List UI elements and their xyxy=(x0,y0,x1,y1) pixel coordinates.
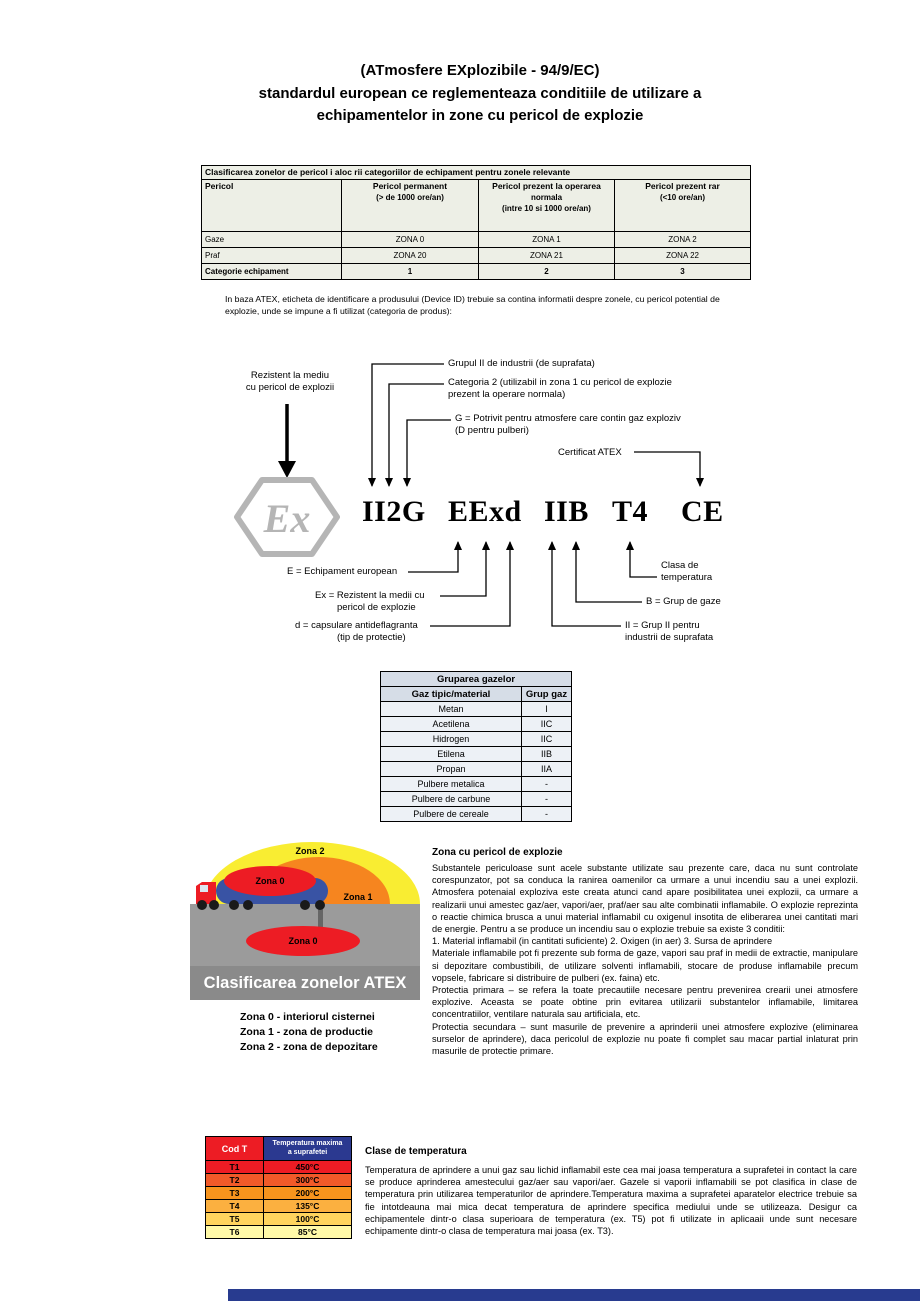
env-label-line1: Rezistent la mediu xyxy=(250,370,330,381)
table-cell: - xyxy=(522,807,572,822)
zone-table-caption: Clasificarea zonelor de pericol i aloc rii categoriilor de echipament pentru zonele relevante xyxy=(202,166,751,180)
table-cell: IIB xyxy=(522,747,572,762)
header-normal-title: Pericol prezent la operarea xyxy=(492,181,601,191)
table-cell: I xyxy=(522,702,572,717)
zone-0-top-label: Zona 0 xyxy=(255,876,285,886)
table-cell: 450°C xyxy=(264,1161,352,1174)
zone-table-header-pericol: Pericol xyxy=(202,180,342,232)
connector-ex xyxy=(440,542,486,596)
table-cell: 3 xyxy=(615,264,751,280)
explosion-section-body xyxy=(432,862,858,1057)
table-cell: T1 xyxy=(206,1161,264,1174)
zone-table-header-permanent xyxy=(342,180,479,232)
zone-classification-table xyxy=(201,165,751,280)
temp-header-line2: a suprafetei xyxy=(287,1148,328,1156)
table-cell: ZONA 0 xyxy=(342,232,479,248)
row-label-gaze: Gaze xyxy=(202,232,342,248)
connector-d xyxy=(430,542,510,626)
table-cell: T3 xyxy=(206,1187,264,1200)
label-temp-class-line1: Clasa de xyxy=(661,560,699,571)
explosion-section-heading: Zona cu pericol de explozie xyxy=(432,847,563,858)
table-cell: 135°C xyxy=(264,1200,352,1213)
zone-caption-text: Clasificarea zonelor ATEX xyxy=(203,974,407,992)
connector-temp-class xyxy=(630,542,657,577)
ex-hexagon xyxy=(237,480,337,554)
atex-zone-illustration xyxy=(190,840,420,966)
table-cell: ZONA 2 xyxy=(615,232,751,248)
marking-ii2g: II2G xyxy=(362,495,426,528)
env-label-line2: cu pericol de explozii xyxy=(245,382,335,393)
zone-0-bottom-label: Zona 0 xyxy=(288,936,318,946)
label-certificat-atex: Certificat ATEX xyxy=(558,447,622,458)
header-normal-sub2: (intre 10 si 1000 ore/an) xyxy=(502,204,591,213)
explosion-paragraph-5: Protectia secundara – sunt masurile de prevenire a aprinderii unei atmosfere explozive (eliminarea surselor de aprindere), daca pericolul de explozie nu poate fi complet sau macar partial inlaturat prin masurile de protectie primare. xyxy=(432,1021,858,1057)
temp-section-heading: Clase de temperatura xyxy=(365,1146,467,1157)
footer-bar xyxy=(228,1289,920,1301)
connector-category-2 xyxy=(389,384,444,486)
connector-industry-ii xyxy=(552,542,621,626)
explosion-paragraph-1: Substantele periculoase sunt acele substante utilizate sau prezente care, daca nu sunt controlate corespunzator, pot sa conduca la ranirea oamenilor ca urmare a unui incendiu sau a unei explozii. Atmosfera potenaial exploziva este creata atunci cand apare posibilitatea unei explozii, ca urmare a realizarii unui amestec gaz/aer, vapori/aer, praf/aer sau alte combinatii inflamabile. O explozie reprezinta o reactie chimica brusca a unui material inflamabil cu oxigenul insotita de eliberarea unei cantitati mari de energie. Pentru a se produce un incendiu sau o explozie trebuie sa existe 3 conditii: xyxy=(432,863,858,935)
legend-zona-2: Zona 2 - zona de depozitare xyxy=(240,1041,378,1053)
label-gas-line1: G = Potrivit pentru atmosfere care contin gaz exploziv xyxy=(455,413,681,424)
label-d-line1: d = capsulare antideflagranta xyxy=(295,620,418,631)
title-line-2: standardul european ce reglementeaza conditiile de utilizare a xyxy=(258,84,702,102)
legend-zona-1: Zona 1 - zona de productie xyxy=(240,1026,374,1038)
env-arrow-head xyxy=(278,461,296,478)
header-rare-sub: (<10 ore/an) xyxy=(659,193,706,202)
zone-caption-bar xyxy=(190,966,420,1000)
temp-table-header-code: Cod T xyxy=(206,1137,264,1161)
label-group-ii: Grupul II de industrii (de suprafata) xyxy=(448,358,595,369)
table-cell: IIC xyxy=(522,717,572,732)
table-cell: - xyxy=(522,777,572,792)
row-label-categorie: Categorie echipament xyxy=(202,264,342,280)
title-line-3: echipamentelor in zone cu pericol de explozie xyxy=(316,107,644,124)
connector-gas-group-b xyxy=(576,542,642,602)
marking-t4: T4 xyxy=(612,495,649,528)
temperature-class-table xyxy=(205,1136,352,1239)
table-cell: 200°C xyxy=(264,1187,352,1200)
label-industry-ii-line2: industrii de suprafata xyxy=(625,632,714,643)
label-e-echipament: E = Echipament european xyxy=(287,566,398,577)
temp-section-body: Temperatura de aprindere a unui gaz sau lichid inflamabil este cea mai joasa temperatura a suprafetei in contact la care se produce aprinderea amestecului gaz/aer sau vapori/aer. Gazele si vaporii inflamabili se pot clasifica in clase de temperatura prin utilizarea temperaturilor de aprindere.Temperatura maxima a suprafetei aparatelor electrice trebuie sa fie intotdeauna mai mica decat temperatura de aprindere specifica mediului unde se utilizeaza. Desigur ca echipamentele dintr-o clasa superioara de temperatura (ex. T5) pot fi utilizate in aplicaaii unde sunt necesare echipamente dintr-o clasa de temperatura mai joasa (ex. T3). xyxy=(365,1165,857,1237)
connector-group-ii xyxy=(372,364,444,486)
table-cell: Pulbere de carbune xyxy=(381,792,522,807)
label-gas-line2: (D pentru pulberi) xyxy=(455,425,529,436)
table-cell: 100°C xyxy=(264,1213,352,1226)
cab-window xyxy=(200,885,208,892)
table-cell: T2 xyxy=(206,1174,264,1187)
gas-grouping-table xyxy=(380,671,572,822)
table-cell: ZONA 20 xyxy=(342,248,479,264)
table-cell: T4 xyxy=(206,1200,264,1213)
legend-zona-0: Zona 0 - interiorul cisternei xyxy=(240,1011,375,1023)
label-ex-line2: pericol de explozie xyxy=(337,602,416,613)
connector-e xyxy=(408,542,458,572)
intro-paragraph: In baza ATEX, eticheta de identificare a produsului (Device ID) trebuie sa contina informatii despre zonele, cu pericol potential de explozie, unde se impune a fi utilizat (categoria de produs): xyxy=(225,294,720,316)
header-permanent-sub: (> de 1000 ore/an) xyxy=(376,193,444,202)
explosion-paragraph-3: Materiale inflamabile pot fi prezente sub forma de gaze, vapori sau praf in medii de extractie, manipulare si depozitare combustibili, de utilizare solventi inflamabili, stocare de produse inflamabile precum vopsele, fabricare si distribuire de pulberi (ex. faina) etc. xyxy=(432,948,858,983)
table-cell: T5 xyxy=(206,1213,264,1226)
title-line-1: (ATmosfere EXplozibile - 94/9/EC) xyxy=(360,62,600,79)
label-ex-line1: Ex = Rezistent la medii cu xyxy=(315,590,425,601)
zone-legend xyxy=(240,1010,378,1055)
label-gas-group-b: B = Grup de gaze xyxy=(646,596,721,607)
table-cell: 300°C xyxy=(264,1174,352,1187)
table-cell: Etilena xyxy=(381,747,522,762)
label-industry-ii-line1: II = Grup II pentru xyxy=(625,620,700,631)
table-cell: 2 xyxy=(479,264,615,280)
table-cell: Pulbere de cereale xyxy=(381,807,522,822)
zone-table-header-normal-operation xyxy=(479,180,615,232)
table-cell: - xyxy=(522,792,572,807)
header-normal-sub: normala xyxy=(530,193,563,202)
table-cell: Acetilena xyxy=(381,717,522,732)
explosion-paragraph-4: Protectia primara – se refera la toate precautiile necesare pentru prevenirea crearii unei atmosfere explozive. Aceasta se poate obtine prin evitarea utilizarii substantelor inflamabile, limitarea concentratiilor, ventilare naturala sau artificiala, etc. xyxy=(432,985,858,1020)
zone-table-header-rare xyxy=(615,180,751,232)
table-cell: Propan xyxy=(381,762,522,777)
connector-certificat xyxy=(634,452,700,486)
table-cell: T6 xyxy=(206,1226,264,1239)
marking-ce: CE xyxy=(681,495,724,528)
header-permanent-title: Pericol permanent xyxy=(372,181,448,191)
document-title xyxy=(40,60,920,128)
table-cell: ZONA 21 xyxy=(479,248,615,264)
zone-1-label: Zona 1 xyxy=(343,892,373,902)
ex-logo-text: Ex xyxy=(263,496,311,541)
label-d-line2: (tip de protectie) xyxy=(337,632,406,643)
table-cell: IIA xyxy=(522,762,572,777)
gas-table-caption: Gruparea gazelor xyxy=(381,672,572,687)
table-cell: Metan xyxy=(381,702,522,717)
label-temp-class-line2: temperatura xyxy=(661,572,713,583)
gas-table-header-material: Gaz tipic/material xyxy=(381,687,522,702)
label-category-line1: Categoria 2 (utilizabil in zona 1 cu pericol de explozie xyxy=(448,377,672,388)
label-category-line2: prezent la operare normala) xyxy=(448,389,566,400)
table-cell: ZONA 1 xyxy=(479,232,615,248)
explosion-paragraph-2: 1. Material inflamabil (in cantitati suficiente) 2. Oxigen (in aer) 3. Sursa de aprindere xyxy=(432,936,773,947)
marking-iib: IIB xyxy=(544,495,589,528)
table-cell: IIC xyxy=(522,732,572,747)
table-cell: Hidrogen xyxy=(381,732,522,747)
table-cell: 85°C xyxy=(264,1226,352,1239)
row-label-praf: Praf xyxy=(202,248,342,264)
connector-gas-g xyxy=(407,420,451,486)
header-rare-title: Pericol prezent rar xyxy=(645,181,720,191)
marking-eexd: EExd xyxy=(448,495,522,528)
table-cell: 1 xyxy=(342,264,479,280)
table-cell: ZONA 22 xyxy=(615,248,751,264)
gas-table-header-group: Grup gaz xyxy=(522,687,572,702)
ex-logo-icon xyxy=(237,480,337,554)
env-resistant-label xyxy=(222,370,358,394)
zone-2-label: Zona 2 xyxy=(295,846,325,856)
table-cell: Pulbere metalica xyxy=(381,777,522,792)
temp-header-line1: Temperatura maxima xyxy=(272,1140,343,1147)
temp-table-header-temp xyxy=(264,1137,352,1161)
